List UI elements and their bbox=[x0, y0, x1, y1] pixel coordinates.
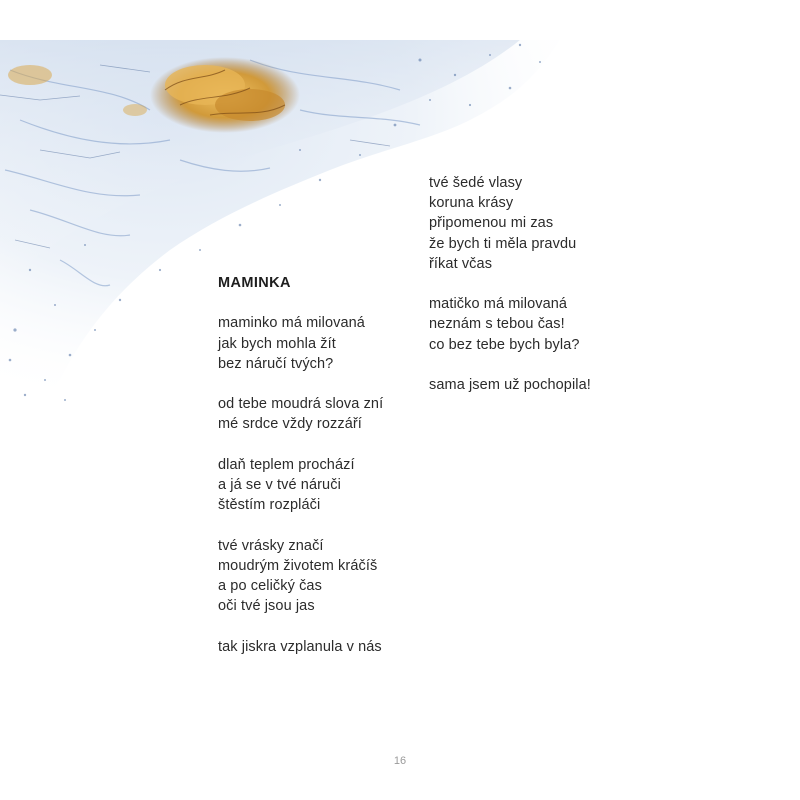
poem-line: moudrým životem kráčíš bbox=[218, 557, 378, 574]
stanza bbox=[429, 375, 591, 395]
poem-line: štěstím rozpláči bbox=[218, 497, 321, 514]
poem-line: tvé vrásky značí bbox=[218, 537, 324, 554]
stanza bbox=[429, 173, 591, 274]
poem-line: tvé šedé vlasy bbox=[429, 175, 523, 191]
stanza bbox=[218, 455, 383, 516]
poem-line: bez náručí tvých? bbox=[218, 355, 334, 372]
poem-line: a já se v tvé náruči bbox=[218, 476, 341, 493]
poem-line: co bez tebe bych byla? bbox=[429, 336, 580, 353]
poem-line: říkat včas bbox=[429, 255, 493, 272]
stanza bbox=[218, 536, 383, 617]
poem-line: matičko má milovaná bbox=[429, 296, 568, 313]
stanza bbox=[218, 637, 383, 657]
poem-left-column bbox=[218, 273, 383, 657]
poem-line: že bych ti měla pravdu bbox=[429, 235, 577, 252]
poem-line: a po celičký čas bbox=[218, 577, 322, 594]
poem-right-column bbox=[429, 173, 591, 395]
stanza bbox=[429, 294, 591, 355]
poem-line: tak jiskra vzplanula v nás bbox=[218, 638, 382, 655]
poem-line: dlaň teplem prochází bbox=[218, 456, 355, 473]
page-number: 16 bbox=[393, 755, 407, 767]
poem-line: jak bych mohla žít bbox=[218, 335, 336, 352]
poem-line: od tebe moudrá slova zní bbox=[218, 396, 384, 413]
poem-line: připomenou mi zas bbox=[429, 215, 554, 232]
poem-line: mé srdce vždy rozzáří bbox=[218, 416, 362, 433]
poem-line: neznám s tebou čas! bbox=[429, 316, 565, 333]
poem-line: sama jsem už pochopila! bbox=[429, 377, 591, 393]
poem-line: maminko má milovaná bbox=[218, 315, 365, 332]
stanza bbox=[218, 313, 383, 374]
poem-line: oči tvé jsou jas bbox=[218, 598, 315, 615]
stanza bbox=[218, 394, 383, 434]
poem-title: MAMINKA bbox=[218, 275, 291, 291]
poem-line: koruna krásy bbox=[429, 195, 514, 212]
